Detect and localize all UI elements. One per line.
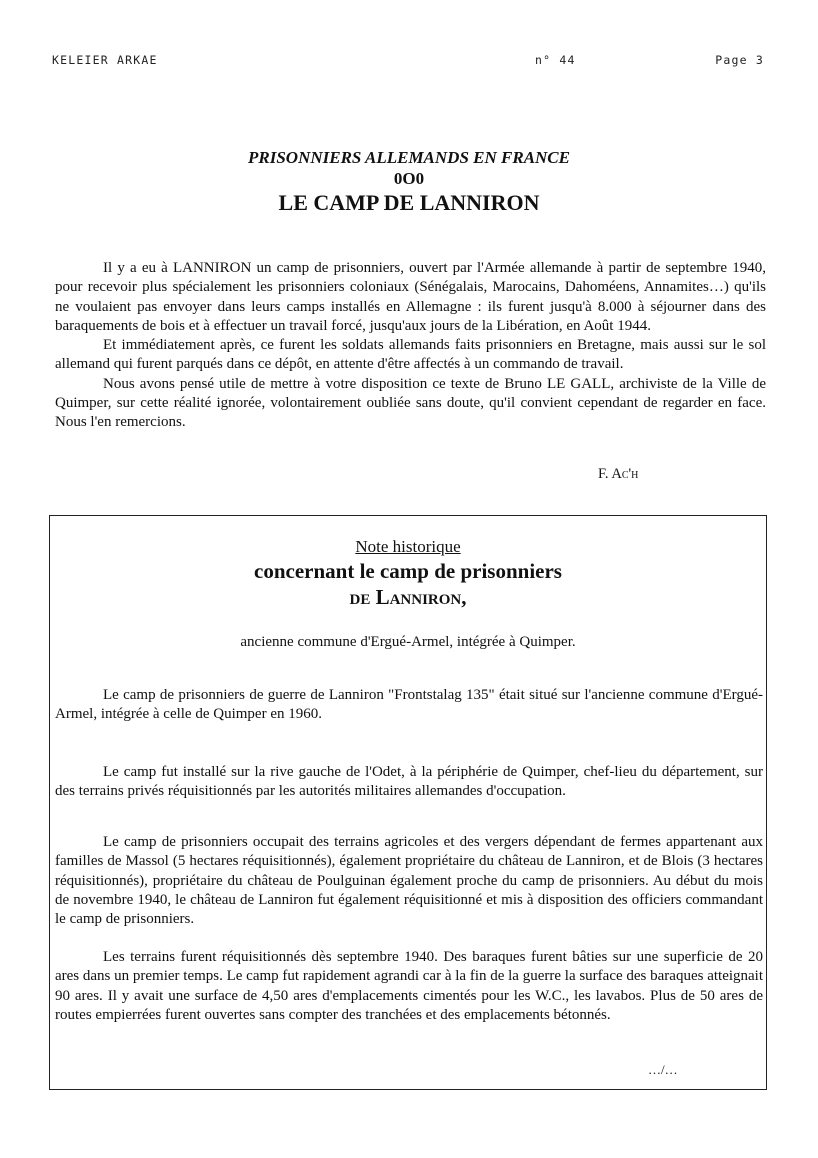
article-signature: F. Ac'h [598,466,639,482]
issue-number: n° 44 [535,53,576,67]
intro-paragraph: Et immédiatement après, ce furent les soldats allemands faits prisonniers en Bretagne, mais aussi sur le sol allemand qui furent parqués dans ce dépôt, en attente d'être affectés à un commando de travail. [55,337,766,373]
page-number: Page 3 [715,53,764,67]
note-title-line2: de Lanniron, [349,585,467,609]
note-subtitle: ancienne commune d'Ergué-Armel, intégrée à Quimper. [240,634,576,650]
publication-name: KELEIER ARKAE [52,53,158,67]
title-separator: 0O0 [393,169,425,188]
note-title-block [50,536,766,610]
note-heading: Note historique [355,537,461,556]
note-paragraph: Le camp de prisonniers de guerre de Lanniron "Frontstalag 135" était situé sur l'ancienne commune d'Ergué-Armel, intégrée à celle de Quimper en 1960. [55,687,763,723]
intro-paragraph: Nous avons pensé utile de mettre à votre disposition ce texte de Bruno LE GALL, archiviste de la Ville de Quimper, sur cette réalité ignorée, volontairement oubliée sans doute, qu'il convient cependant de regarder en face. Nous l'en remercions. [55,375,766,431]
page-header [52,53,764,69]
note-paragraph: Le camp fut installé sur la rive gauche de l'Odet, à la périphérie de Quimper, chef-lieu du département, sur des terrains privés réquisitionnés par les autorités militaires allemandes d'occupation. [55,764,763,800]
note-paragraph: Les terrains furent réquisitionnés dès septembre 1940. Des baraques furent bâties sur une superficie de 20 ares dans un premier temps. Le camp fut rapidement agrandi car à la fin de la guerre la surface des baraques atteignait 90 ares. Il y avait une surface de 4,50 ares d'emplacements cimentés pour les W.C., les lavabos. Plus de 50 ares de routes empierrées furent ouvertes sans compter des tranchées et des emplacements bétonnés. [55,949,764,1023]
article-title: LE CAMP DE LANNIRON [278,190,540,215]
note-paragraph: Le camp de prisonniers occupait des terrains agricoles et des vergers dépendant de fermes appartenant aux familles de Massol (5 hectares réquisitionnés), également propriétaire du château de Lanniron, et de Blois (3 hectares réquisitionnés), propriétaire du château de Poulguinan également proche du camp de prisonniers. Au début du mois de novembre 1940, le château de Lanniron fut également réquisitionné et mis à disposition des officiers commandant le camp de prisonniers. [55,834,763,928]
article-supertitle: PRISONNIERS ALLEMANDS EN FRANCE [248,148,570,167]
note-title-line1: concernant le camp de prisonniers [254,559,562,583]
continued-marker: …/… [648,1062,678,1077]
article-intro [55,259,766,433]
historical-note-box [49,515,767,1090]
article-title-block [0,147,818,217]
intro-paragraph: Il y a eu à LANNIRON un camp de prisonniers, ouvert par l'Armée allemande à partir de septembre 1940, pour recevoir plus spécialement les prisonniers coloniaux (Sénégalais, Marocains, Dahoméens, Annamites…) qu'ils ne voulaient pas envoyer dans leurs camps installés en Allemagne : ils furent jusqu'à 8.000 à séjourner dans des baraquements de bois et à effectuer un travail forcé, jusqu'aux jours de la Libération, en Août 1944. [55,260,766,334]
